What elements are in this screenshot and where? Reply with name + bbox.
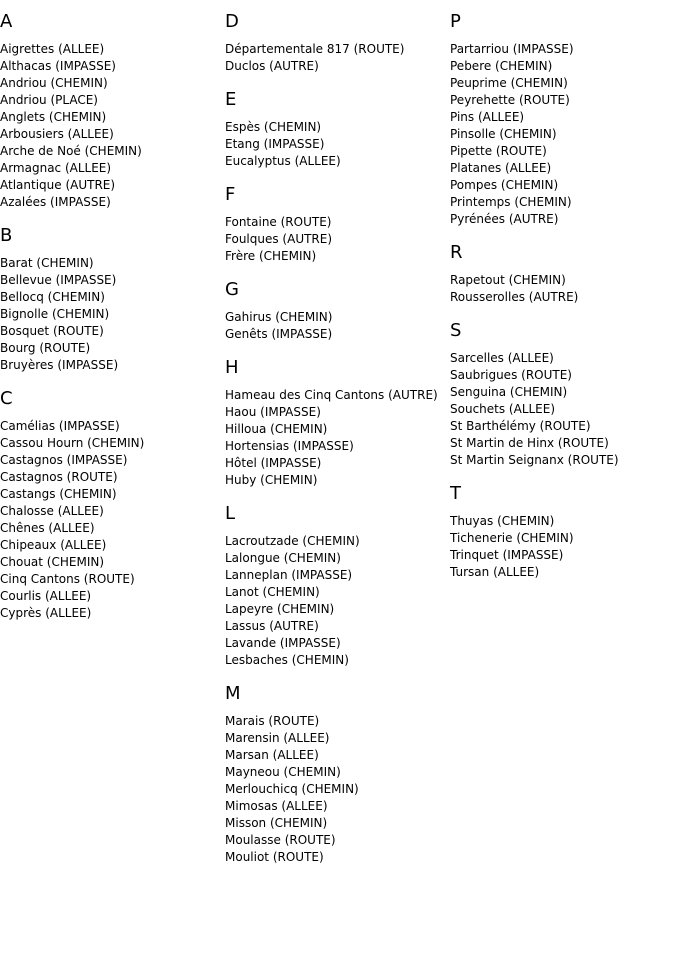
street-item: Sarcelles (ALLEE) (450, 351, 554, 365)
letter-group (0, 11, 225, 211)
street-item: Lanot (CHEMIN) (225, 585, 320, 599)
letter-group (0, 225, 225, 374)
letter-heading: C (0, 388, 13, 409)
street-item: Azalées (IMPASSE) (0, 195, 111, 209)
street-item: Bruyères (IMPASSE) (0, 358, 119, 372)
street-item: Hilloua (CHEMIN) (225, 422, 328, 436)
street-item: Printemps (CHEMIN) (450, 195, 572, 209)
street-item: Etang (IMPASSE) (225, 137, 325, 151)
street-item: Trinquet (IMPASSE) (450, 548, 564, 562)
street-item: Lapeyre (CHEMIN) (225, 602, 335, 616)
street-item: Andriou (CHEMIN) (0, 76, 108, 90)
street-item: Souchets (ALLEE) (450, 402, 556, 416)
street-item: Senguina (CHEMIN) (450, 385, 568, 399)
street-item: Courlis (ALLEE) (0, 589, 92, 603)
street-item: Duclos (AUTRE) (225, 59, 319, 73)
street-item: Castagnos (ROUTE) (0, 470, 118, 484)
street-item: St Martin Seignanx (ROUTE) (450, 453, 619, 467)
street-item: Genêts (IMPASSE) (225, 327, 333, 341)
street-list (0, 255, 225, 374)
letter-group (450, 242, 675, 306)
street-item: Pompes (CHEMIN) (450, 178, 559, 192)
street-item: Althacas (IMPASSE) (0, 59, 116, 73)
street-item: Saubrigues (ROUTE) (450, 368, 572, 382)
letter-group (225, 184, 450, 265)
street-item: Merlouchicq (CHEMIN) (225, 782, 359, 796)
letter-group (225, 683, 450, 866)
street-item: Lesbaches (CHEMIN) (225, 653, 349, 667)
street-list (225, 309, 450, 343)
letter-heading: S (450, 320, 462, 341)
street-item: Bosquet (ROUTE) (0, 324, 104, 338)
index-column-1 (0, 0, 225, 636)
street-list (225, 119, 450, 170)
letter-group (225, 503, 450, 669)
letter-heading: P (450, 11, 461, 32)
street-item: Peyrehette (ROUTE) (450, 93, 570, 107)
street-item: Lalongue (CHEMIN) (225, 551, 341, 565)
street-item: Bignolle (CHEMIN) (0, 307, 110, 321)
letter-heading: M (225, 683, 241, 704)
street-item: Pebere (CHEMIN) (450, 59, 553, 73)
street-item: Tichenerie (CHEMIN) (450, 531, 574, 545)
street-item: Aigrettes (ALLEE) (0, 42, 105, 56)
street-item: Hôtel (IMPASSE) (225, 456, 322, 470)
letter-group (450, 483, 675, 581)
street-item: Pins (ALLEE) (450, 110, 525, 124)
letter-heading: H (225, 357, 239, 378)
street-item: Huby (CHEMIN) (225, 473, 318, 487)
street-item: Lassus (AUTRE) (225, 619, 319, 633)
street-item: Lacroutzade (CHEMIN) (225, 534, 360, 548)
street-item: Anglets (CHEMIN) (0, 110, 107, 124)
street-list (450, 272, 675, 306)
street-item: Cinq Cantons (ROUTE) (0, 572, 135, 586)
street-item: Pyrénées (AUTRE) (450, 212, 559, 226)
street-item: Rapetout (CHEMIN) (450, 273, 566, 287)
street-item: Fontaine (ROUTE) (225, 215, 332, 229)
street-item: Pipette (ROUTE) (450, 144, 547, 158)
street-item: Hortensias (IMPASSE) (225, 439, 354, 453)
street-item: Mouliot (ROUTE) (225, 850, 324, 864)
street-item: St Martin de Hinx (ROUTE) (450, 436, 609, 450)
street-item: Arche de Noé (CHEMIN) (0, 144, 142, 158)
street-item: Barat (CHEMIN) (0, 256, 94, 270)
letter-heading: D (225, 11, 239, 32)
street-item: Castangs (CHEMIN) (0, 487, 117, 501)
street-item: Hameau des Cinq Cantons (AUTRE) (225, 388, 438, 402)
street-item: Cassou Hourn (CHEMIN) (0, 436, 145, 450)
street-item: Espès (CHEMIN) (225, 120, 322, 134)
index-column-3 (450, 0, 675, 595)
street-item: Mimosas (ALLEE) (225, 799, 328, 813)
street-item: Marensin (ALLEE) (225, 731, 330, 745)
street-item: Andriou (PLACE) (0, 93, 98, 107)
letter-group (225, 357, 450, 489)
street-item: Bourg (ROUTE) (0, 341, 91, 355)
street-item: Arbousiers (ALLEE) (0, 127, 114, 141)
street-item: Lanneplan (IMPASSE) (225, 568, 353, 582)
street-item: Frère (CHEMIN) (225, 249, 317, 263)
street-item: Thuyas (CHEMIN) (450, 514, 555, 528)
letter-heading: E (225, 89, 237, 110)
street-list (450, 513, 675, 581)
street-item: Peuprime (CHEMIN) (450, 76, 568, 90)
street-list (225, 713, 450, 866)
street-item: Lavande (IMPASSE) (225, 636, 341, 650)
street-item: Partarriou (IMPASSE) (450, 42, 574, 56)
street-item: Bellevue (IMPASSE) (0, 273, 117, 287)
letter-heading: R (450, 242, 463, 263)
street-item: Armagnac (ALLEE) (0, 161, 112, 175)
street-item: Départementale 817 (ROUTE) (225, 42, 405, 56)
street-item: Bellocq (CHEMIN) (0, 290, 105, 304)
street-item: Moulasse (ROUTE) (225, 833, 336, 847)
street-item: Eucalyptus (ALLEE) (225, 154, 341, 168)
letter-heading: T (450, 483, 461, 504)
street-item: Marsan (ALLEE) (225, 748, 319, 762)
street-list (225, 533, 450, 669)
letter-group (0, 388, 225, 622)
street-item: Rousserolles (AUTRE) (450, 290, 579, 304)
letter-heading: A (0, 11, 13, 32)
letter-heading: G (225, 279, 239, 300)
street-item: Marais (ROUTE) (225, 714, 320, 728)
street-item: Misson (CHEMIN) (225, 816, 328, 830)
street-item: Mayneou (CHEMIN) (225, 765, 341, 779)
street-item: St Barthélémy (ROUTE) (450, 419, 591, 433)
street-item: Tursan (ALLEE) (450, 565, 540, 579)
letter-heading: B (0, 225, 13, 246)
street-list (450, 41, 675, 228)
street-item: Chênes (ALLEE) (0, 521, 95, 535)
letter-group (450, 320, 675, 469)
street-list (450, 350, 675, 469)
letter-heading: F (225, 184, 236, 205)
street-item: Chipeaux (ALLEE) (0, 538, 107, 552)
letter-group (450, 11, 675, 228)
street-item: Chouat (CHEMIN) (0, 555, 105, 569)
index-column-2 (225, 0, 450, 880)
street-item: Castagnos (IMPASSE) (0, 453, 128, 467)
street-list (225, 41, 450, 75)
street-item: Pinsolle (CHEMIN) (450, 127, 557, 141)
street-item: Haou (IMPASSE) (225, 405, 321, 419)
street-item: Platanes (ALLEE) (450, 161, 552, 175)
street-list (225, 387, 450, 489)
letter-heading: L (225, 503, 236, 524)
letter-group (225, 279, 450, 343)
street-item: Atlantique (AUTRE) (0, 178, 116, 192)
street-item: Foulques (AUTRE) (225, 232, 333, 246)
letter-group (225, 89, 450, 170)
street-list (225, 214, 450, 265)
street-list (0, 41, 225, 211)
street-item: Chalosse (ALLEE) (0, 504, 104, 518)
street-list (0, 418, 225, 622)
street-item: Gahirus (CHEMIN) (225, 310, 333, 324)
street-item: Cyprès (ALLEE) (0, 606, 92, 620)
letter-group (225, 11, 450, 75)
street-item: Camélias (IMPASSE) (0, 419, 120, 433)
